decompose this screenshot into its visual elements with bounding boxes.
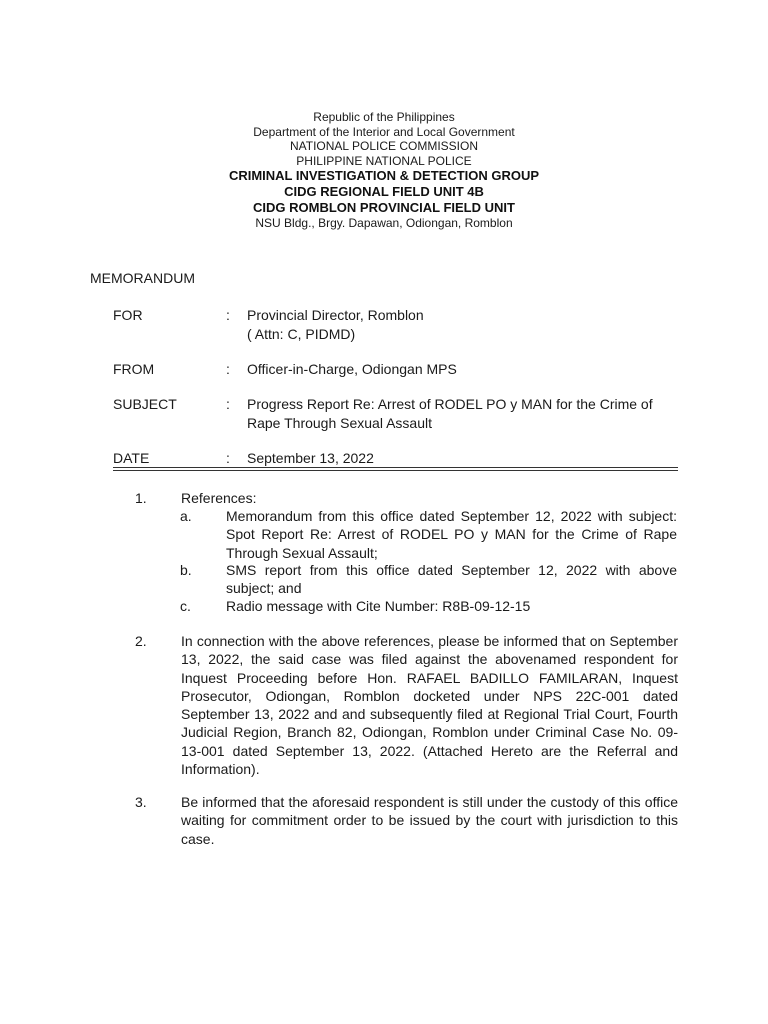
memorandum-title: MEMORANDUM [90, 270, 195, 286]
reference-b-letter: b. [180, 562, 192, 578]
for-recipient: Provincial Director, Romblon [247, 307, 424, 323]
letterhead-address: NSU Bldg., Brgy. Dapawan, Odiongan, Romblon [255, 216, 513, 230]
for-label: FOR [113, 307, 143, 323]
letterhead [0, 110, 768, 231]
date-label: DATE [113, 450, 150, 466]
subject-value: Progress Report Re: Arrest of RODEL PO y MAN for the Crime of Rape Through Sexual Assault [247, 396, 653, 431]
from-value: Officer-in-Charge, Odiongan MPS [247, 361, 457, 377]
letterhead-republic: Republic of the Philippines [313, 110, 455, 124]
subject-colon: : [226, 396, 230, 412]
paragraph-2-number: 2. [135, 633, 147, 649]
for-value [247, 306, 677, 344]
date-value: September 13, 2022 [247, 450, 374, 466]
from-colon: : [226, 361, 230, 377]
subject-label: SUBJECT [113, 396, 177, 412]
for-attention: ( Attn: C, PIDMD) [247, 326, 356, 342]
paragraph-3-number: 3. [135, 794, 147, 810]
header-rule-bottom [113, 470, 678, 471]
letterhead-cidg: CRIMINAL INVESTIGATION & DETECTION GROUP [228, 168, 540, 183]
letterhead-provincial-unit: CIDG ROMBLON PROVINCIAL FIELD UNIT [253, 200, 515, 215]
letterhead-department: Department of the Interior and Local Government [253, 124, 515, 139]
paragraph-2-text: In connection with the above references, please be informed that on September 13, 2022, the said case was filed against the abovenamed respondent for Inquest Proceeding before Hon. RAFAEL BADILLO FAMILARAN, Inquest Prosecutor, Odiongan, Romblon docketed under NPS 22C-001 dated September 13, 2022 and and subsequently filed at Regional Trial Court, Fourth Judicial Region, Branch 82, Odiongan, Romblon under Criminal Case No. 09-13-001 dated September 13, 2022. (Attached Hereto are the Referral and Information). [181, 633, 678, 778]
reference-a-letter: a. [180, 508, 192, 524]
date-colon: : [226, 450, 230, 466]
paragraph-3-text: Be informed that the aforesaid respondent is still under the custody of this office waiting for commitment order to be issued by the court with jurisdiction to this case. [181, 794, 678, 847]
reference-c-text: Radio message with Cite Number: R8B-09-12-15 [226, 598, 531, 614]
letterhead-regional-unit: CIDG REGIONAL FIELD UNIT 4B [284, 184, 484, 199]
for-colon: : [226, 307, 230, 323]
paragraph-1-number: 1. [135, 490, 147, 506]
reference-b-text: SMS report from this office dated September 12, 2022 with above subject; and [226, 562, 677, 597]
header-rule-top [113, 467, 678, 468]
reference-c-letter: c. [180, 598, 191, 614]
letterhead-pnp: PHILIPPINE NATIONAL POLICE [296, 153, 472, 168]
letterhead-commission: NATIONAL POLICE COMMISSION [289, 139, 479, 153]
paragraph-1-text: References: [181, 490, 257, 506]
from-label: FROM [113, 361, 155, 377]
reference-a-text: Memorandum from this office dated September 12, 2022 with subject: Spot Report Re: Arrest of RODEL PO y MAN for the Crime of Rape Through Sexual Assault; [226, 508, 677, 561]
